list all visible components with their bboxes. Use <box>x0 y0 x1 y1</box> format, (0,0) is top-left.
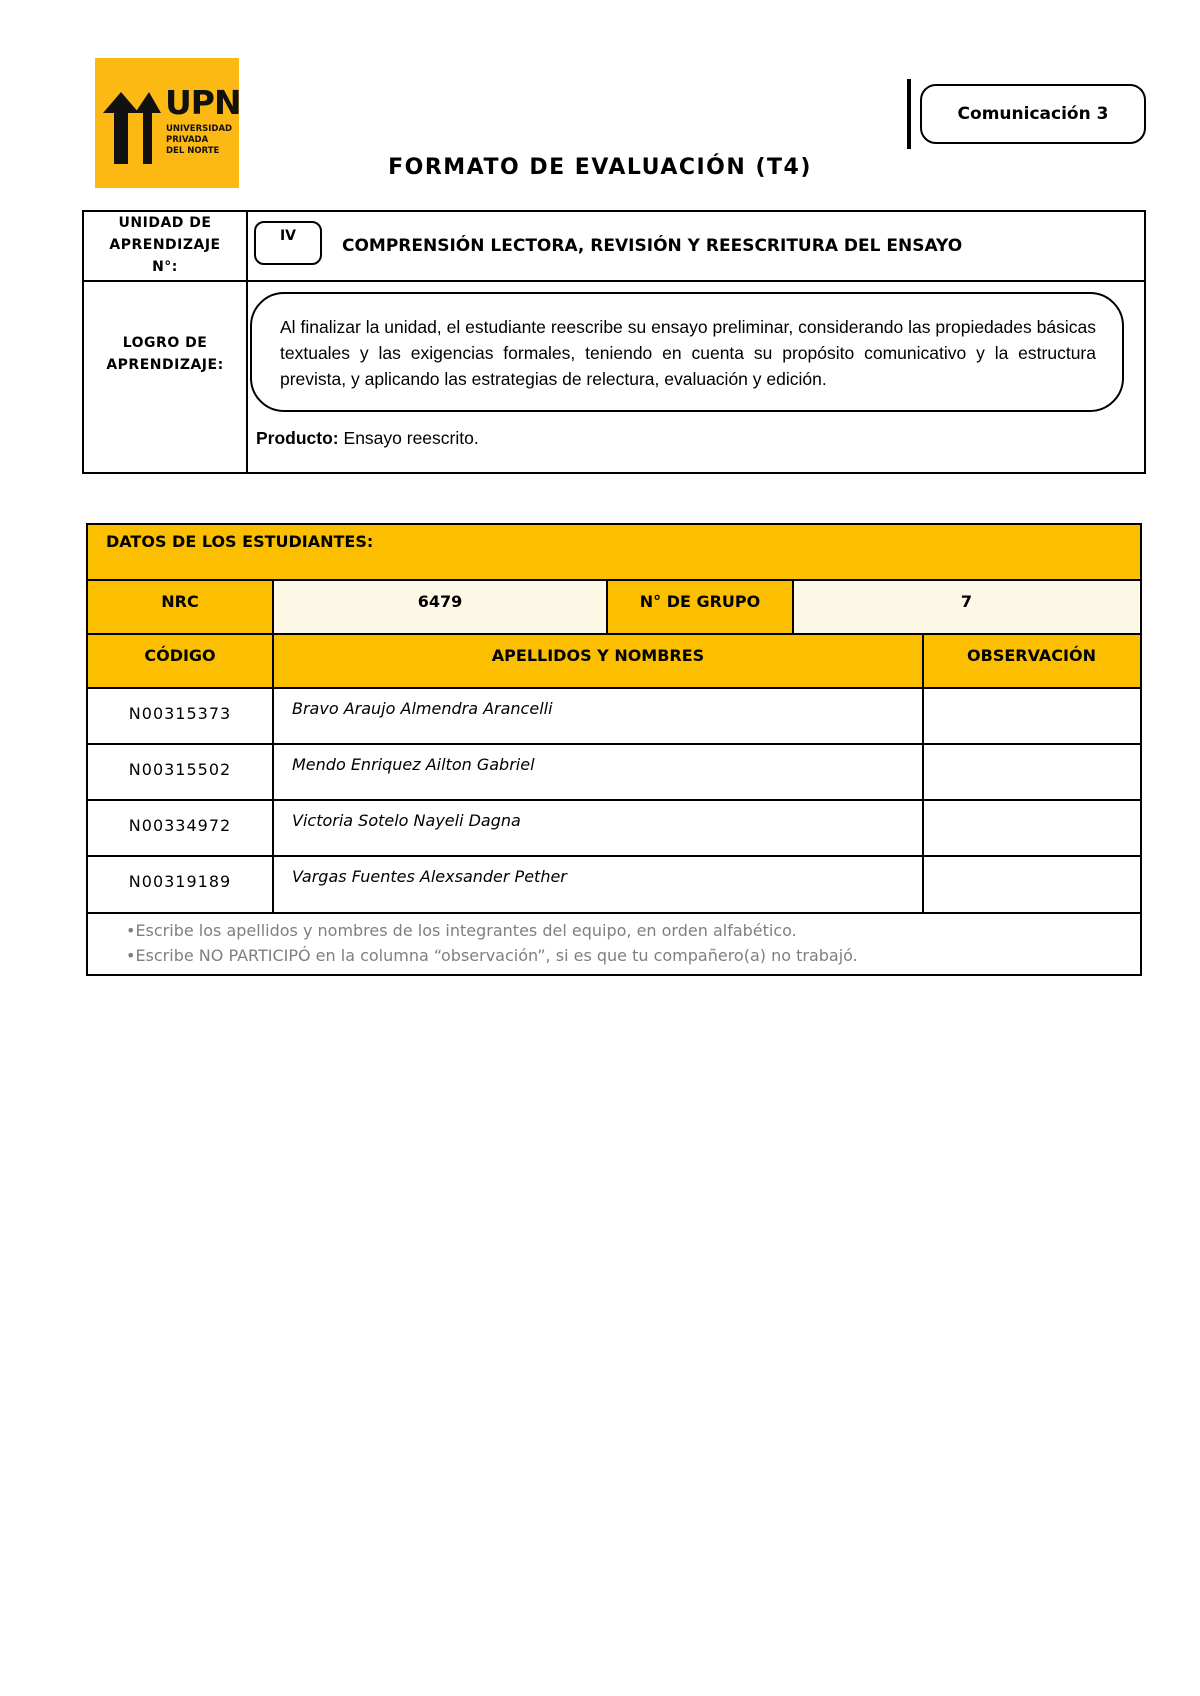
column-header-name: APELLIDOS Y NOMBRES <box>272 635 922 687</box>
unit-table <box>82 210 1146 474</box>
student-observation[interactable] <box>922 857 1139 912</box>
product-line <box>256 428 479 449</box>
student-code: N00315373 <box>128 704 232 723</box>
notes-row <box>88 912 1140 974</box>
student-code: N00319189 <box>128 872 232 891</box>
unit-number: IV <box>254 221 322 265</box>
columns-header-row <box>88 633 1140 687</box>
table-row <box>88 855 1140 912</box>
instructions <box>88 914 1140 974</box>
student-name: Vargas Fuentes Alexsander Pether <box>272 857 922 912</box>
unit-label <box>84 212 246 278</box>
instruction-item: • Escribe los apellidos y nombres de los integrantes del equipo, en orden alfabético. <box>126 918 1140 943</box>
student-code: N00315502 <box>128 760 232 779</box>
unit-label-line: UNIDAD DE <box>118 215 212 231</box>
students-heading: DATOS DE LOS ESTUDIANTES: <box>106 532 374 551</box>
unit-label-line: N°: <box>152 259 178 275</box>
student-observation[interactable] <box>922 745 1139 799</box>
logo-name: UPN <box>165 83 241 122</box>
product-label: Producto: <box>256 428 339 448</box>
logo-subtitle-line: DEL NORTE <box>166 146 220 156</box>
nrc-value: 6479 <box>272 581 606 633</box>
logo-subtitle-line: PRIVADA <box>166 135 209 145</box>
achievement-text: Al finalizar la unidad, el estudiante reescribe su ensayo preliminar, considerando las propiedades básicas textuales y las exigencias formales, teniendo en cuenta su propósito comunicativo y la estructura prevista, y aplicando las estrategias de relectura, evaluación y edición. <box>250 292 1124 412</box>
column-header-observation: OBSERVACIÓN <box>922 635 1139 687</box>
logo-subtitle-line: UNIVERSIDAD <box>166 124 233 134</box>
table-row <box>88 743 1140 799</box>
unit-title: COMPRENSIÓN LECTORA, REVISIÓN Y REESCRITURA DEL ENSAYO <box>342 236 963 256</box>
student-code: N00334972 <box>128 816 232 835</box>
table-divider <box>84 280 1144 282</box>
students-heading-row <box>88 525 1140 579</box>
table-divider <box>246 212 248 472</box>
nrc-row <box>88 579 1140 633</box>
student-name: Victoria Sotelo Nayeli Dagna <box>272 801 922 855</box>
nrc-label: NRC <box>88 581 272 633</box>
badge-divider <box>907 79 911 149</box>
student-name: Mendo Enriquez Ailton Gabriel <box>272 745 922 799</box>
product-value: Ensayo reescrito. <box>343 428 479 448</box>
achievement-label-line: APRENDIZAJE: <box>106 357 224 373</box>
group-label: N° DE GRUPO <box>606 581 792 633</box>
unit-label-line: APRENDIZAJE <box>109 237 221 253</box>
students-table <box>86 523 1142 976</box>
logo-subtitle <box>166 124 232 157</box>
student-observation[interactable] <box>922 689 1139 743</box>
student-name: Bravo Araujo Almendra Arancelli <box>272 689 922 743</box>
table-row <box>88 687 1140 743</box>
achievement-label-line: LOGRO DE <box>122 335 208 351</box>
group-value: 7 <box>792 581 1139 633</box>
achievement-label <box>84 332 246 376</box>
column-header-code: CÓDIGO <box>144 646 216 665</box>
student-observation[interactable] <box>922 801 1139 855</box>
table-row <box>88 799 1140 855</box>
page-title: FORMATO DE EVALUACIÓN (T4) <box>388 155 812 180</box>
instruction-item: • Escribe NO PARTICIPÓ en la columna “observación”, si es que tu compañero(a) no trabajó. <box>126 943 1140 968</box>
course-badge: Comunicación 3 <box>920 84 1146 144</box>
